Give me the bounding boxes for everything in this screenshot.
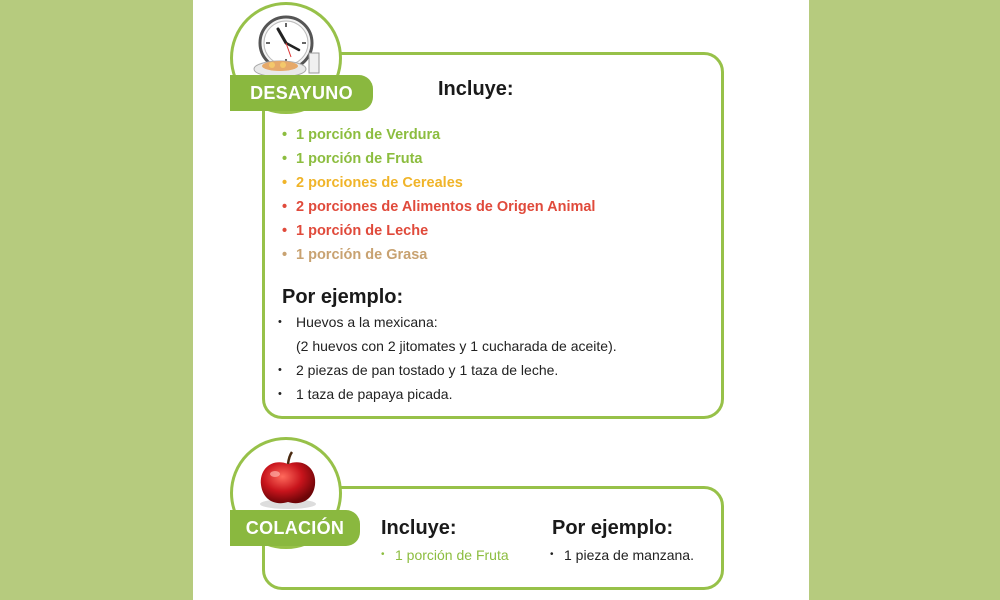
colacion-ejemplos-list [550, 543, 694, 567]
colacion-item: • 1 porción de Fruta [381, 543, 509, 567]
colacion-items-list [381, 543, 509, 567]
desayuno-ejemplos-list [278, 310, 617, 406]
desayuno-incluye-heading: Incluye: [438, 78, 514, 100]
colacion-ejemplo: • 1 pieza de manzana. [550, 543, 694, 567]
desayuno-item: • 1 porción de Fruta [282, 147, 595, 171]
desayuno-tag: DESAYUNO [230, 75, 373, 111]
desayuno-item: • 1 porción de Grasa [282, 243, 595, 267]
colacion-tag: COLACIÓN [230, 510, 360, 546]
desayuno-item: • 1 porción de Verdura [282, 123, 595, 147]
desayuno-ejemplo: • 2 piezas de pan tostado y 1 taza de leche. [278, 358, 617, 382]
colacion-ejemplo-heading: Por ejemplo: [552, 517, 674, 539]
desayuno-ejemplo: • 1 taza de papaya picada. [278, 382, 617, 406]
desayuno-ejemplo: • Huevos a la mexicana: [278, 310, 617, 334]
colacion-incluye-heading: Incluye: [381, 517, 457, 539]
desayuno-items-list [282, 123, 595, 267]
desayuno-item: • 1 porción de Leche [282, 219, 595, 243]
desayuno-item: • 2 porciones de Alimentos de Origen Animal [282, 195, 595, 219]
desayuno-item: • 2 porciones de Cereales [282, 171, 595, 195]
desayuno-ejemplo-heading: Por ejemplo: [282, 286, 404, 308]
desayuno-ejemplo: (2 huevos con 2 jitomates y 1 cucharada de aceite). [296, 338, 617, 354]
